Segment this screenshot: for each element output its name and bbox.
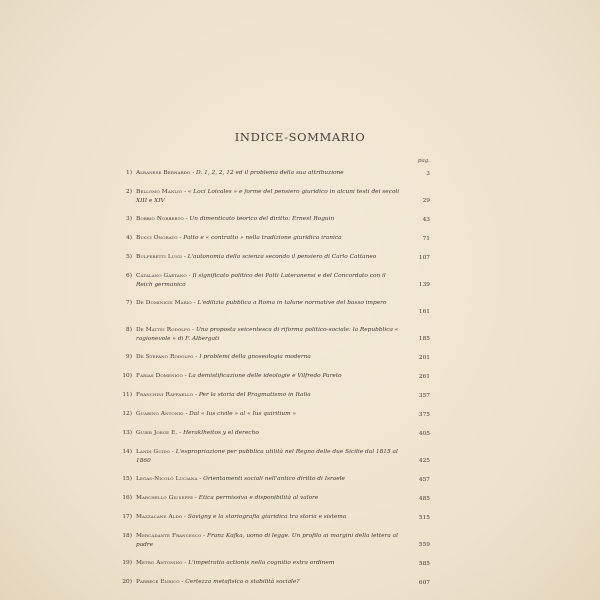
entry-author: De Stefano Rodolfo: [136, 354, 194, 360]
page-column-label: pag.: [417, 158, 430, 164]
entry-page: 261: [418, 374, 430, 380]
entry-title: L'espropriazione per pubblica utilità nel Regno delle due Sicilie dal 1815 al 1860: [136, 449, 398, 464]
entry-page: 3: [426, 171, 430, 177]
entry-author: De Dominicis Mario: [136, 300, 192, 306]
entry-author: Guier Jorge E.: [136, 430, 178, 436]
entry-author: Franchini Raffaello: [136, 392, 194, 398]
entry-author: De Mattei Rodolfo: [136, 327, 191, 333]
entry-page: 71: [422, 236, 430, 242]
entry-title: Orientamenti sociali nell'antico diritto di Israele: [203, 476, 345, 482]
entry-page: 357: [418, 393, 430, 399]
entry-title: Patto e « contratto » nella tradizione giuridica iranica: [183, 235, 342, 241]
entry-page: 485: [418, 496, 430, 502]
toc-entry: 3) Bobbio Norberto - Un dimenticato teorico del diritto: Ernest Roguin 43: [118, 212, 430, 231]
entry-number: 3): [126, 216, 132, 222]
entry-number: 12): [122, 411, 132, 417]
toc-entry: 16) Marchello Giuseppe - Etica permissiva e disponibilità al valore 485: [118, 491, 430, 510]
toc-entry: 10) Farias Domenico - La demistificazione delle ideologie e Vilfredo Pareto 261: [118, 369, 430, 388]
entry-number: 17): [122, 514, 132, 520]
entry-number: 1): [126, 170, 132, 176]
toc-entry: 13) Guier Jorge E. - Heraklheitos y el derecho 405: [118, 426, 430, 445]
toc-entry: 5) Bulferetti Luigi - L'autonomia della scienza secondo il pensiero di Carlo Cattaneo 107: [118, 250, 430, 269]
entry-author: Guarino Antonio: [136, 411, 184, 417]
toc-entry: 6) Catalano Gaetano - Il significato politico dei Patti Lateranensi e del Concordato con il Reich germanico 139: [118, 269, 430, 296]
entry-page: 375: [418, 412, 430, 418]
entry-title: « Loci Loicales » e forme del pensiero giuridico in alcuni testi dei secoli XIII e XIV: [136, 189, 400, 204]
entry-author: Mercadante Francesco: [136, 533, 202, 539]
entry-number: 2): [126, 189, 132, 195]
entry-page: 457: [418, 477, 430, 483]
entry-number: 7): [126, 300, 132, 306]
entry-title: D. 1, 2, 2, 12 ed il problema della sua attribuzione: [196, 170, 344, 176]
toc-entry: 4) Bucci Onorato - Patto e « contratto » nella tradizione giuridica iranica 71: [118, 231, 430, 250]
entry-number: 10): [122, 373, 132, 379]
entry-number: 13): [122, 430, 132, 436]
entry-number: 20): [122, 579, 132, 585]
entry-title: Certezza metafisica o stabilità sociale?: [185, 579, 300, 585]
entry-author: Bellomo Manlio: [136, 189, 183, 195]
entry-number: 5): [126, 254, 132, 260]
entry-page: 107: [418, 255, 430, 261]
entry-title: Il significato politico dei Patti Lateranensi e del Concordato con il Reich germanico: [136, 273, 386, 288]
entry-number: 14): [122, 449, 132, 455]
entry-author: Bucci Onorato: [136, 235, 178, 241]
entry-page: 585: [418, 561, 430, 567]
entry-author: Catalano Gaetano: [136, 273, 187, 279]
entry-number: 19): [122, 560, 132, 566]
entry-title: Franz Kafka, uomo di legge. Un profilo ai margini della lettera al padre: [136, 533, 398, 548]
entry-number: 11): [122, 392, 132, 398]
entry-author: Farias Domenico: [136, 373, 183, 379]
entry-title: Una proposta seicentesca di riforma politico-sociale: la Repubblica « ragionevole » di F. Albergati: [136, 327, 399, 342]
toc-entry: 19) Metro Antonino - L'impetratio actionis nella cognitio extra ordinem 585: [118, 556, 430, 575]
table-of-contents: [118, 166, 430, 594]
toc-entry: 14) Landi Guido - L'espropriazione per pubblica utilità nel Regno delle due Sicilie dal 1815 al 1860 425: [118, 445, 430, 472]
entry-number: 4): [126, 235, 132, 241]
toc-entry: 7) De Dominicis Mario - L'edilizia pubblica a Roma in talune normative del basso impero 161: [118, 296, 430, 323]
entry-title: Per la storia del Pragmatismo in Italia: [198, 392, 311, 398]
toc-entry: 12) Guarino Antonio - Dal « Ius civile » al « Ius quiritium » 375: [118, 407, 430, 426]
entry-title: Etica permissiva e disponibilità al valore: [198, 495, 319, 501]
entry-page: 515: [418, 515, 430, 521]
entry-author: Parrece Enrico: [136, 579, 180, 585]
entry-number: 6): [126, 273, 132, 279]
entry-page: 405: [418, 431, 430, 437]
toc-entry: 8) De Mattei Rodolfo - Una proposta seicentesca di riforma politico-sociale: la Repubblica « ragionevole » di F. Albergati 185: [118, 323, 430, 350]
entry-author: Albanese Bernardo: [136, 170, 191, 176]
entry-page: 201: [418, 355, 430, 361]
entry-title: Heraklheitos y el derecho: [183, 430, 259, 436]
entry-title: I problemi della gnoseologia moderna: [199, 354, 311, 360]
entry-title: L'impetratio actionis nella cognitio extra ordinem: [188, 560, 335, 566]
entry-number: 8): [126, 327, 132, 333]
page-title: INDICE-SOMMARIO: [234, 130, 366, 144]
toc-entry: 11) Franchini Raffaello - Per la storia del Pragmatismo in Italia 357: [118, 388, 430, 407]
entry-author: Metro Antonino: [136, 560, 183, 566]
entry-page: 559: [418, 542, 430, 548]
entry-page: 161: [418, 309, 430, 315]
toc-entry: 2) Bellomo Manlio - « Loci Loicales » e forme del pensiero giuridico in alcuni testi dei secoli XIII e XIV 29: [118, 185, 430, 212]
toc-entry: 1) Albanese Bernardo - D. 1, 2, 2, 12 ed il problema della sua attribuzione 3: [118, 166, 430, 185]
entry-page: 43: [422, 217, 430, 223]
entry-number: 15): [122, 476, 132, 482]
entry-title: Un dimenticato teorico del diritto: Ernest Roguin: [189, 216, 335, 222]
entry-author: Marchello Giuseppe: [136, 495, 194, 501]
entry-title: Savigny e la storiografia giuridica tra storia e sistema: [187, 514, 347, 520]
entry-number: 18): [122, 533, 132, 539]
entry-author: Legas-Nicoló Luciana: [136, 476, 198, 482]
entry-author: Landi Guido: [136, 449, 171, 455]
entry-page: 185: [418, 336, 430, 342]
entry-title: L'autonomia della scienza secondo il pensiero di Carlo Cattaneo: [187, 254, 377, 260]
toc-entry: 17) Mazzacane Aldo - Savigny e la storiografia giuridica tra storia e sistema 515: [118, 510, 430, 529]
entry-author: Bobbio Norberto: [136, 216, 184, 222]
entry-number: 9): [126, 354, 132, 360]
entry-page: 29: [422, 198, 430, 204]
entry-author: Mazzacane Aldo: [136, 514, 183, 520]
toc-entry: 9) De Stefano Rodolfo - I problemi della gnoseologia moderna 201: [118, 350, 430, 369]
entry-title: La demistificazione delle ideologie e Vilfredo Pareto: [188, 373, 342, 379]
toc-entry: 18) Mercadante Francesco - Franz Kafka, uomo di legge. Un profilo ai margini della lettera al padre 559: [118, 529, 430, 556]
toc-entry: 15) Legas-Nicoló Luciana - Orientamenti sociali nell'antico diritto di Israele 457: [118, 472, 430, 491]
entry-number: 16): [122, 495, 132, 501]
entry-page: 607: [418, 580, 430, 586]
toc-entry: 20) Parrece Enrico - Certezza metafisica o stabilità sociale? 607: [118, 575, 430, 594]
entry-page: 425: [418, 458, 430, 464]
entry-page: 139: [418, 282, 430, 288]
entry-title: Dal « Ius civile » al « Ius quiritium »: [189, 411, 297, 417]
entry-title: L'edilizia pubblica a Roma in talune normative del basso impero: [197, 300, 387, 306]
entry-author: Bulferetti Luigi: [136, 254, 182, 260]
